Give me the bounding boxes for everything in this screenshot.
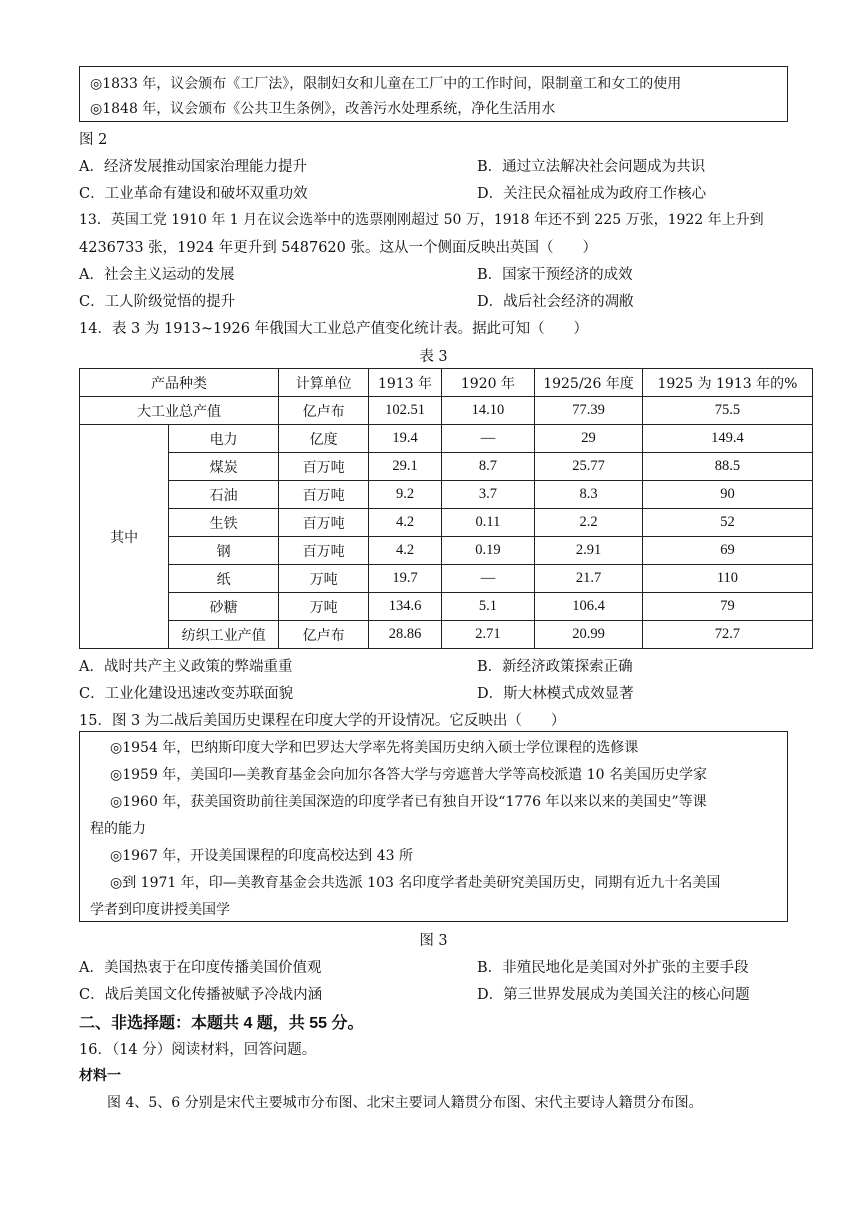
q12-option-d: D．关注民众福祉成为政府工作核心 — [477, 186, 707, 202]
q15-stem: 15．图 3 为二战后美国历史课程在印度大学的开设情况。它反映出（ ） — [79, 713, 566, 729]
material1-label: 材料一 — [79, 1067, 121, 1083]
table-row — [80, 565, 813, 593]
q12-option-c: C．工业革命有建设和破坏双重功效 — [79, 186, 308, 202]
row-pct: 149.4 — [642, 425, 812, 453]
row-unit: 百万吨 — [279, 453, 369, 481]
row-name: 砂糖 — [169, 593, 279, 621]
figure2-line-1: ◎1833 年，议会颁布《工厂法》，限制妇女和儿童在工厂中的工作时间，限制童工和女工的使用 — [90, 76, 682, 92]
row-1920: 5.1 — [441, 593, 534, 621]
figure2-box — [79, 66, 788, 122]
q15-option-a: A．美国热衷于在印度传播美国价值观 — [79, 960, 322, 976]
q13-option-a: A．社会主义运动的发展 — [79, 267, 235, 283]
figure2-label: 图 2 — [79, 132, 108, 148]
row-1913: 19.7 — [369, 565, 442, 593]
row-1913: 29.1 — [369, 453, 442, 481]
row-pct: 69 — [642, 537, 812, 565]
header-1925: 1925/26 年度 — [535, 369, 643, 397]
figure3-line-4: 程的能力 — [90, 821, 146, 837]
material1-text: 图 4、5、6 分别是宋代主要城市分布图、北宋主要词人籍贯分布图、宋代主要诗人籍贯分布图。 — [107, 1095, 703, 1111]
row-pct: 110 — [642, 565, 812, 593]
q14-option-a: A．战时共产主义政策的弊端重重 — [79, 659, 293, 675]
q12-option-a: A．经济发展推动国家治理能力提升 — [79, 159, 307, 175]
q14-option-d: D．斯大林模式成效显著 — [477, 686, 634, 702]
q15-option-d: D．第三世界发展成为美国关注的核心问题 — [477, 987, 750, 1003]
row-1913: 19.4 — [369, 425, 442, 453]
q16-stem: 16．（14 分）阅读材料，回答问题。 — [79, 1042, 317, 1058]
row-unit: 百万吨 — [279, 509, 369, 537]
q13-stem-line-1: 13．英国工党 1910 年 1 月在议会选举中的选票刚刚超过 50 万，1918 年还不到 225 万张，1922 年上升到 — [79, 212, 764, 228]
figure3-line-2: ◎1959 年，美国印—美教育基金会向加尔各答大学与旁遮普大学等高校派遣 10 名美国历史学家 — [110, 767, 708, 783]
figure3-line-5: ◎1967 年，开设美国课程的印度高校达到 43 所 — [110, 848, 414, 864]
row-name: 纸 — [169, 565, 279, 593]
row-unit: 亿度 — [279, 425, 369, 453]
figure3-label: 图 3 — [419, 933, 448, 949]
total-pct: 75.5 — [642, 397, 812, 425]
row-1913: 4.2 — [369, 509, 442, 537]
row-1925: 8.3 — [535, 481, 643, 509]
table3 — [79, 368, 813, 649]
row-1920: 2.71 — [441, 621, 534, 649]
header-1920: 1920 年 — [441, 369, 534, 397]
figure3-line-7: 学者到印度讲授美国学 — [90, 902, 230, 918]
table-row — [80, 509, 813, 537]
figure3-line-1: ◎1954 年，巴纳斯印度大学和巴罗达大学率先将美国历史纳入硕士学位课程的选修课 — [110, 740, 639, 756]
figure3-line-3: ◎1960 年，获美国资助前往美国深造的印度学者已有独自开设“1776 年以来以来的美国史”等课 — [110, 794, 707, 810]
row-name: 生铁 — [169, 509, 279, 537]
row-name: 电力 — [169, 425, 279, 453]
total-1913: 102.51 — [369, 397, 442, 425]
q14-option-b: B．新经济政策探索正确 — [477, 659, 633, 675]
figure3-line-6: ◎到 1971 年，印—美教育基金会共选派 103 名印度学者赴美研究美国历史，同期有近九十名美国 — [110, 875, 721, 891]
table-row — [80, 453, 813, 481]
row-1925: 20.99 — [535, 621, 643, 649]
header-product: 产品种类 — [80, 369, 279, 397]
row-name: 钢 — [169, 537, 279, 565]
figure3-box — [79, 731, 788, 922]
row-1925: 2.91 — [535, 537, 643, 565]
row-unit: 万吨 — [279, 593, 369, 621]
row-unit: 百万吨 — [279, 481, 369, 509]
q14-stem: 14．表 3 为 1913~1926 年俄国大工业总产值变化统计表。据此可知（ ） — [79, 321, 589, 337]
total-1925: 77.39 — [535, 397, 643, 425]
row-unit: 亿卢布 — [279, 621, 369, 649]
table3-title: 表 3 — [419, 349, 448, 365]
total-unit: 亿卢布 — [279, 397, 369, 425]
row-1925: 25.77 — [535, 453, 643, 481]
row-pct: 90 — [642, 481, 812, 509]
row-1913: 134.6 — [369, 593, 442, 621]
row-1925: 2.2 — [535, 509, 643, 537]
row-unit: 万吨 — [279, 565, 369, 593]
header-pct: 1925 为 1913 年的% — [642, 369, 812, 397]
row-1925: 106.4 — [535, 593, 643, 621]
row-1920: 8.7 — [441, 453, 534, 481]
row-name: 纺织工业产值 — [169, 621, 279, 649]
q15-option-c: C．战后美国文化传播被赋予冷战内涵 — [79, 987, 323, 1003]
figure2-line-2: ◎1848 年，议会颁布《公共卫生条例》，改善污水处理系统，净化生活用水 — [90, 101, 556, 117]
row-pct: 72.7 — [642, 621, 812, 649]
row-name: 石油 — [169, 481, 279, 509]
row-pct: 88.5 — [642, 453, 812, 481]
q13-option-b: B．国家干预经济的成效 — [477, 267, 633, 283]
row-name: 煤炭 — [169, 453, 279, 481]
row-1925: 29 — [535, 425, 643, 453]
table-row — [80, 425, 813, 453]
table-row — [80, 481, 813, 509]
q15-option-b: B．非殖民地化是美国对外扩张的主要手段 — [477, 960, 749, 976]
table-row — [80, 537, 813, 565]
row-pct: 79 — [642, 593, 812, 621]
table-header-row — [80, 369, 813, 397]
row-1913: 9.2 — [369, 481, 442, 509]
row-unit: 百万吨 — [279, 537, 369, 565]
q13-option-d: D．战后社会经济的凋敝 — [477, 294, 634, 310]
total-1920: 14.10 — [441, 397, 534, 425]
row-1920: — — [441, 565, 534, 593]
q13-option-c: C．工人阶级觉悟的提升 — [79, 294, 236, 310]
table-row — [80, 621, 813, 649]
section2-heading: 二、非选择题：本题共 4 题，共 55 分。 — [79, 1015, 364, 1032]
table-row — [80, 397, 813, 425]
row-1920: — — [441, 425, 534, 453]
total-name: 大工业总产值 — [80, 397, 279, 425]
row-1913: 28.86 — [369, 621, 442, 649]
table-row — [80, 593, 813, 621]
row-1920: 0.19 — [441, 537, 534, 565]
group-label: 其中 — [80, 425, 169, 649]
row-1920: 0.11 — [441, 509, 534, 537]
header-unit: 计算单位 — [279, 369, 369, 397]
q14-option-c: C．工业化建设迅速改变苏联面貌 — [79, 686, 294, 702]
row-pct: 52 — [642, 509, 812, 537]
row-1920: 3.7 — [441, 481, 534, 509]
q13-stem-line-2: 4236733 张，1924 年更升到 5487620 张。这从一个侧面反映出英国（ ） — [79, 240, 597, 256]
q12-option-b: B．通过立法解决社会问题成为共识 — [477, 159, 706, 175]
row-1925: 21.7 — [535, 565, 643, 593]
header-1913: 1913 年 — [369, 369, 442, 397]
row-1913: 4.2 — [369, 537, 442, 565]
